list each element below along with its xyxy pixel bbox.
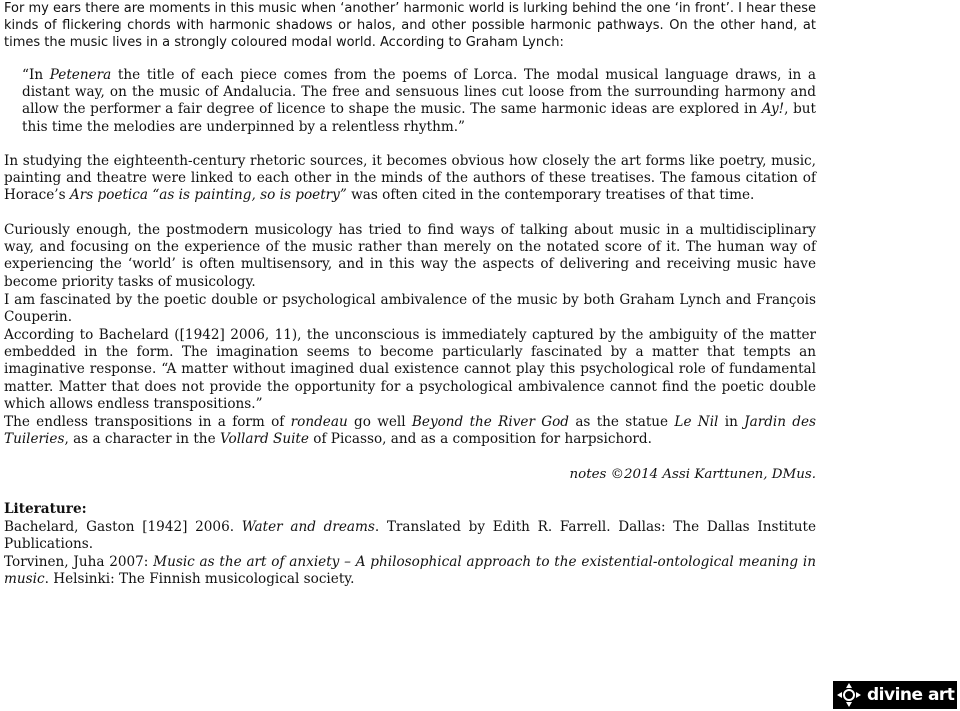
divine-art-logo [833,681,957,709]
lynch-quote: “In Petenera the title of each piece comes from the poems of Lorca. The modal musical language draws, in a distant way, on the music of Andalucia. The free and sensuous lines cut loose from the surrounding harmony and allow the performer a fair degree of licence to shape the music. The same harmonic ideas are explored in Ay!, but this time the melodies are underpinned by a relentless rhythm.” [22,67,816,135]
paragraph-bachelard: According to Bachelard ([1942] 2006, 11), the unconscious is immediately captured by the ambiguity of the matter embedded in the form. The imagination seems to become particularly fascinated by a matter that tempts an imaginative response. “A matter without imagined dual existence cannot play this psychological role of fundamental matter. Matter that does not provide the opportunity for a psychological ambivalence cannot find the poetic double which allows endless transpositions.” [4,327,816,412]
paragraph-rhetoric: In studying the eighteenth-century rhetoric sources, it becomes obvious how closely the art forms like poetry, music, painting and theatre were linked to each other in the minds of the authors of these treatises. The famous citation of Horace’s Ars poetica “as is painting, so is poetry” was often cited in the contemporary treatises of that time. [4,153,816,204]
logo-text: divine art [867,685,955,705]
paragraph-transpositions: The endless transpositions in a form of rondeau go well Beyond the River God as the statue Le Nil in Jardin des Tuileries, as a character in the Vollard Suite of Picasso, and as a composition for harpsichord. [4,414,817,448]
paragraph-poetic-double: I am fascinated by the poetic double or psychological ambivalence of the music by both Graham Lynch and François Couperin. [4,292,816,326]
notes-signature: notes ©2014 Assi Karttunen, DMus. [569,467,816,482]
paragraph-musicology: Curiously enough, the postmodern musicology has tried to find ways of talking about music in a multidisciplinary way, and focusing on the experience of the music rather than merely on the notated score of it. The human way of experiencing the ‘world’ is often multisensory, and in this way the aspects of delivering and receiving music have become priority tasks of musicology. [4,222,816,290]
paragraph-harmonic-world: For my ears there are moments in this music when ‘another’ harmonic world is lurking behind the one ‘in front’. I hear these kinds of flickering chords with harmonic shadows or halos, and other possible harmonic pathways. On the other hand, at times the music lives in a strongly coloured modal world. According to Graham Lynch: [4,1,816,51]
reference-bachelard: Bachelard, Gaston [1942] 2006. Water and dreams. Translated by Edith R. Farrell. Dallas: The Dallas Institute Publications. [4,519,816,553]
divine-art-emblem-icon [836,682,862,708]
literature-heading: Literature: [4,501,87,517]
reference-torvinen: Torvinen, Juha 2007: Music as the art of anxiety – A philosophical approach to the existential-ontological meaning in music. Helsinki: The Finnish musicological society. [4,554,816,588]
